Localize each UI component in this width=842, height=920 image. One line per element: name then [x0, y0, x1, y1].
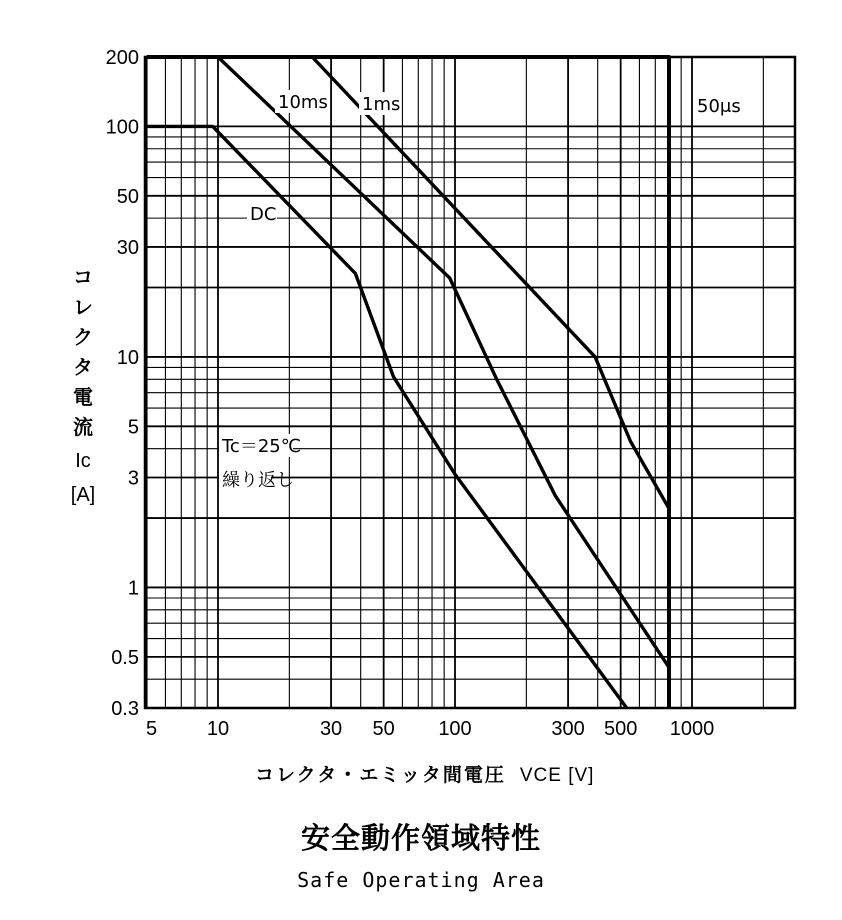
y-tick-label: 1 — [127, 577, 139, 600]
y-tick-label: 100 — [105, 116, 139, 139]
y-label-char: レ — [73, 295, 93, 319]
y-tick-labels — [106, 47, 139, 720]
x-tick-label: 100 — [438, 718, 472, 740]
chart-title: 安全動作領域特性 — [300, 821, 541, 855]
y-label-char: ク — [73, 325, 93, 349]
annotations — [219, 90, 746, 491]
x-tick-label: 50 — [372, 718, 395, 740]
curve-label-1ms: 1ms — [362, 94, 401, 115]
x-tick-label: 10 — [206, 718, 230, 740]
y-tick-label: 50 — [116, 185, 139, 208]
y-label-char: 電 — [73, 385, 93, 409]
grid — [145, 57, 795, 708]
chart-subtitle: Safe Operating Area — [297, 868, 545, 892]
x-tick-label: 1000 — [669, 718, 715, 740]
y-tick-label: 3 — [127, 467, 139, 490]
x-axis-label-text: コレクタ・エミッタ間電圧 — [255, 764, 506, 786]
y-label-char: タ — [73, 355, 93, 379]
x-tick-label: 300 — [551, 718, 585, 740]
y-tick-label: 0.3 — [111, 698, 139, 720]
x-axis-label — [255, 760, 594, 787]
curve-label-dc: DC — [250, 204, 277, 225]
y-label-char: 流 — [73, 415, 93, 439]
soa-curve-3 — [312, 57, 669, 509]
y-axis-label — [66, 262, 100, 510]
y-label-char: コ — [73, 265, 93, 289]
y-tick-label: 10 — [116, 346, 139, 369]
condition-temperature: Tc＝25℃ — [222, 436, 301, 457]
y-tick-label: 5 — [127, 416, 139, 439]
y-label-unit: [A] — [70, 484, 96, 506]
y-tick-label: 0.5 — [111, 646, 139, 669]
curve-label-10ms: 10ms — [278, 92, 328, 113]
y-label-symbol: Ic — [75, 450, 91, 472]
y-tick-label: 200 — [105, 47, 139, 69]
x-tick-label: 30 — [319, 718, 343, 740]
y-tick-label: 30 — [116, 236, 139, 259]
x-tick-label: 500 — [603, 718, 638, 740]
x-axis-unit: VCE [V] — [519, 765, 595, 786]
x-tick-labels — [146, 718, 714, 740]
x-tick-label: 5 — [146, 718, 158, 740]
condition-repetitive: 繰り返し — [222, 470, 294, 491]
curve-label-50us: 50μs — [697, 96, 741, 117]
